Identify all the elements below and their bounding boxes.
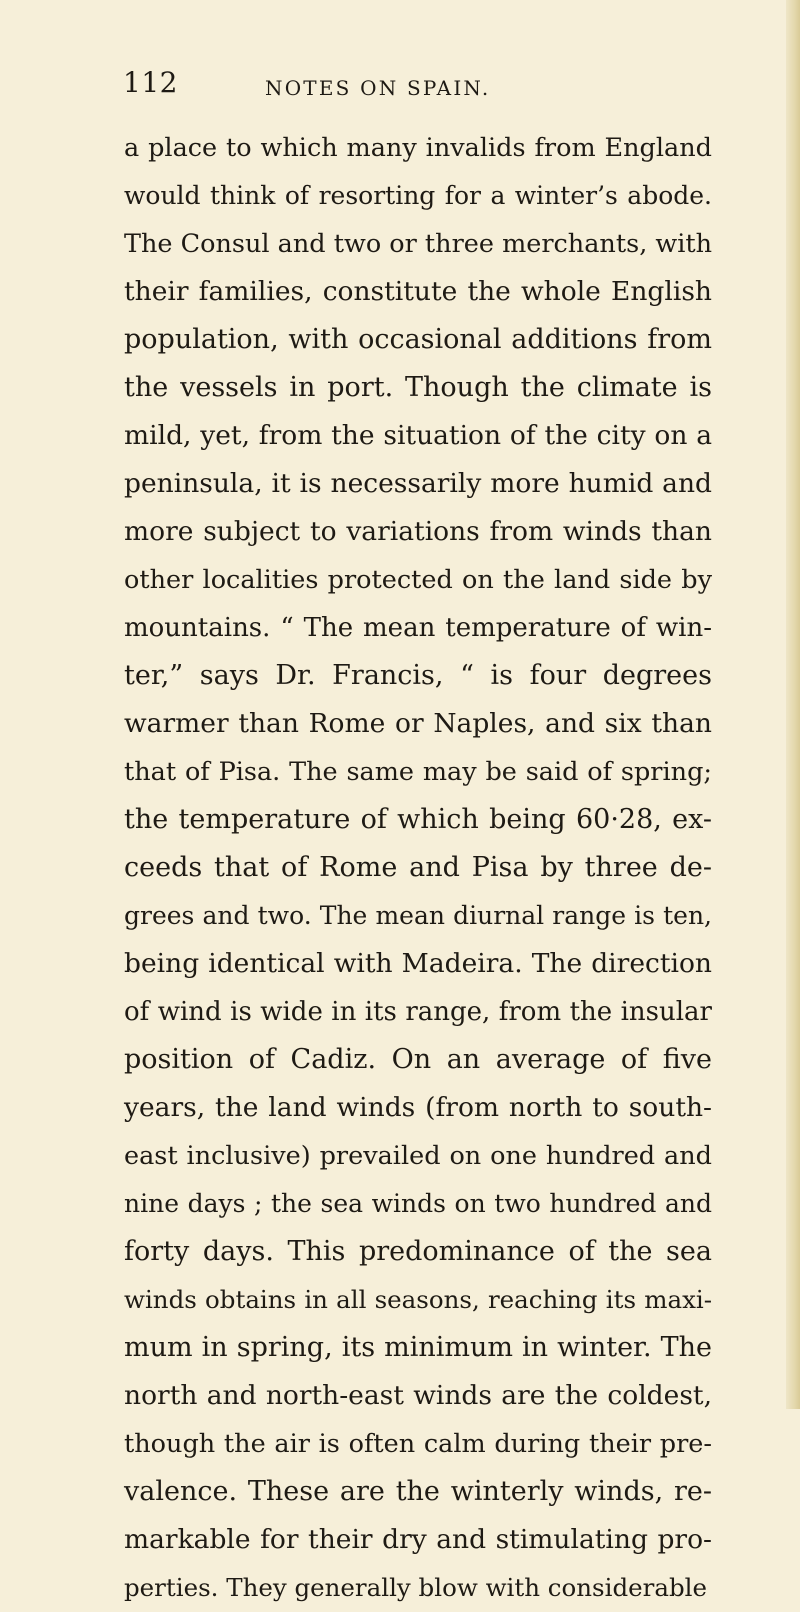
text-line: ter,” says Dr. Francis, “ is four degrees	[124, 660, 712, 691]
text-line: position of Cadiz. On an average of five	[124, 1044, 712, 1075]
text-line: would think of resorting for a winter’s abode.	[124, 181, 712, 210]
text-line: that of Pisa. The same may be said of spring;	[124, 757, 712, 787]
text-line: other localities protected on the land side by	[124, 565, 712, 595]
text-line: The Consul and two or three merchants, with	[124, 229, 713, 259]
page-number: 112	[123, 66, 178, 99]
text-line: a place to which many invalids from England	[124, 133, 712, 163]
text-line: markable for their dry and stimulating pro-	[124, 1524, 712, 1555]
text-line: years, the land winds (from north to south-	[124, 1092, 712, 1123]
text-line: east inclusive) prevailed on one hundred and	[124, 1141, 712, 1171]
text-line: valence. These are the winterly winds, re-	[124, 1476, 712, 1507]
body-text	[124, 124, 712, 1612]
text-line: perties. They generally blow with considerable	[124, 1573, 707, 1602]
text-line: nine days ; the sea winds on two hundred and	[124, 1189, 712, 1218]
text-line: warmer than Rome or Naples, and six than	[124, 708, 712, 739]
text-line: grees and two. The mean diurnal range is ten,	[124, 901, 712, 930]
text-line: though the air is often calm during their pre-	[124, 1429, 712, 1459]
text-line: peninsula, it is necessarily more humid and	[124, 468, 712, 499]
running-head: NOTES ON SPAIN.	[265, 76, 491, 100]
text-line: north and north-east winds are the coldest,	[124, 1380, 712, 1411]
page-edge	[786, 0, 800, 1409]
text-line: being identical with Madeira. The direction	[124, 948, 712, 979]
text-line: mum in spring, its minimum in winter. The	[124, 1332, 712, 1363]
text-line: the vessels in port. Though the climate is	[124, 372, 712, 403]
text-line: winds obtains in all seasons, reaching its maxi-	[124, 1285, 712, 1314]
text-line: of wind is wide in its range, from the insular	[124, 997, 712, 1027]
text-line: their families, constitute the whole English	[124, 276, 712, 307]
text-line: mountains. “ The mean temperature of win-	[124, 613, 712, 643]
text-line: population, with occasional additions from	[124, 324, 712, 355]
text-line: ceeds that of Rome and Pisa by three de-	[124, 852, 712, 883]
text-line: the temperature of which being 60·28, ex-	[124, 804, 712, 835]
text-line: forty days. This predominance of the sea	[124, 1236, 712, 1267]
text-line: more subject to variations from winds than	[124, 516, 712, 547]
text-line: mild, yet, from the situation of the city on a	[124, 420, 712, 451]
